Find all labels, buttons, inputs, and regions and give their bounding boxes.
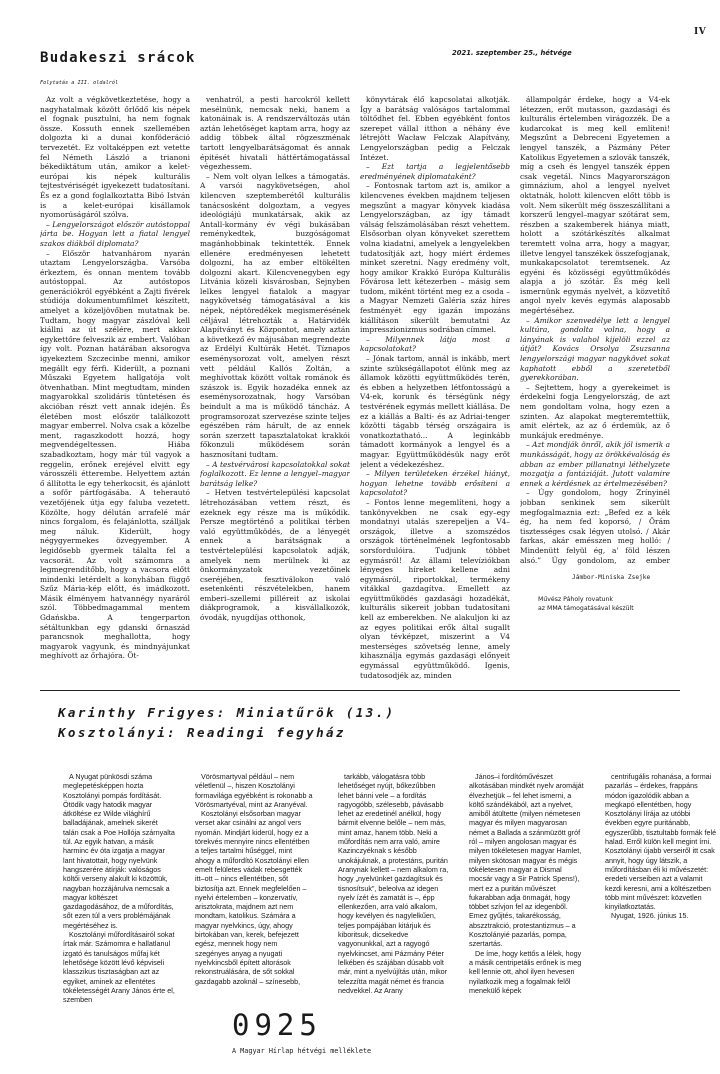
article1-column-2 [200,95,350,685]
paragraph: centrifugális rohanása, a formai pazarlás – érdekes, frappáns módon igazolódik abban a megkapó ellentétben, hogy Kosztolányi lírája az utóbbi években egyre puritánabb, egyszerűbb, tisztultabb formák felé halad. Erről külön kell megint írni. Kosztolányi újabb verseiről itt csak annyit, hogy úgy látszik, a műfordításban éli ki művészetét: eredeti verseiben azt a valamit kezdi keresni, ami a költészetben több mint művészet: közvetlen kinyilatkoztatás. [605,772,717,912]
paragraph: könyvtárak élő kapcsolatai alkotják. Így a barátság valóságos tartalommal töltődhet fel. Ebben egyébként fontos szerepet vállal itthon a néhány éve létrejött Wacław Felczak Alapítvány, Lengyelországban pedig a Felczak Intézet. [360,95,510,162]
interview-question: – Milyen területeken érzékel hiányt, hogyan lehetne tovább erősíteni a kapcsolatot? [360,469,510,498]
article2-column-5 [605,772,717,1022]
paragraph: János–i fordítóművészet alkotásában mindkét nyelv aromáját élvezhetjük – fel lehet ismerni, a költő szándékából, azt a nyelvet, amiből átültette (milyen németesen magyar és milyen magyarosan német a Ballada a szánmüzött gróf ról – milyen angolosan magyar és milyen tökéletesen magyar Hamlet, milyen skótosan magyar és mégis tökéletesen magyar a Dismal mocsár vagy a Sir Patrick Spens!), mert ez a puritán művészet fukarabban adja önmagát, hogy többet szívjon fel az idegenből. Emez gyűjtés, takarékosság, abszztrakció, protestantizmus – a Kosztolányié pazarlás, pompa, szertartás. [469,772,584,949]
series-title: Karinthy Frigyes: Miniatűrök (13.) [58,705,396,720]
paragraph: Vörösmartyval például – nem véletlenül –, hiszen Kosztolányi formavilága egyébként is rokonabb a Vörösmartyéval, mint az Aranyéval. [195,772,313,809]
logo-number: 0925 [232,1008,322,1042]
paragraph: venhatról, a pesti harcokról kellett mesélnünk, nemcsak neki, hanem a katonáinak is. A rendszerváltozás után aztán lehetőséget kaptam arra, hogy az addig többek által rögzeszménak tartott lengyelbarátságomat és annak épitését hivatali háttértámogatással végezhessem. [200,95,350,172]
continuation-note: Folytatás a III. oldalról [40,80,119,86]
paragraph: tarkább, válogatásra több lehetőséget nyújt, bőkezűbben lehet bánni vele – a fordítás ragyogóbb, szélesebb, pávásabb lehet az eredetinél anélkül, hogy bármit elvenne belőle – nem más, mint amaz, hanem több. Neki a műfordítás nem arra való, amire Kazinczyéknak s később unokájuknak, a protestáns, puritán Aranynak kellett – nem alkalom ra, hogy „nyelvünket gazdagítsuk és tisnosítsuk”, beleolva az idegen nyelv ízét és zamatát is –, épp ellenkezően, arra való alkalom, hogy kevélyen és nagylelkűen, teljes pompájában kitárjuk és kiboritsuk, dicsekedve vagyonunkkal, azt a ragyogó nyelvkincset, ami Pázmány Péter lelkében és szájában dúsabb volt már, mint a nyelvújítás után, mikor telezzítta magát német és francia nedvekkel. Az Arany [338,772,449,995]
support-note-line-2: az MMA támogatásával készült [538,605,634,612]
article2-column-1 [63,772,175,1022]
paragraph: De íme, hogy kettős a lélek, hogy a másik centripetális erőnek is meg kell lennie ott, ahol ilyen hevesen nyilatkozik meg a fogalmak felől menekülő képek [469,948,582,995]
paragraph: A Nyugat pünkösdi száma meglepetésképpen hozta Kosztolányi pompás fordítását. Ötödik vagy hatodik magyar átköltése ez Wilde világhírű balladájának, amelnek sikerét talán csak a Poe Hollója szárnyalta túl. Az egyik hatvan, a másik harminc év óta izgatja a magyar lant hivatottait, hogy nyelvünk hangszerére átírják: valóságos költői verseny alakult ki közöttük, nagyban hozzájárulva nemcsak a magyar költészet gazdagodásához, de a műfordítás, sőt ezen túl a vers problémájának megértéséhez is. [63,772,175,930]
interview-question: – Azt mondják önről, akik jól ismerik a munkásságát, hogy az örökkévalóság és abban az ember pillanatnyi léthelyzete mozgatja a fantáziáját. Jutott valamire ennek a kérdésnek az értelmezésében? [520,440,670,488]
paragraph: – Nem volt olyan lelkes a támogatás. A varsói nagykövetségen, ahol kilencven szeptemberétől kulturális tanácsosként dolgoztam, a vegyes ideológiájú munkatársak, akik az Antall-kormány év végi bukásában reménykedtek, buzgóságomat magánhobbinak tekintették. Ennek ellenére eredményesen lehetett dolgozni, ha az ember eltökélten dolgozni akart. Kilencvenegyben egy Litvánia közeli kisvárosban, Sejnyben lelkes lengyel fiatalok a magyar nagykövetség támogatásával a kis népek, néptöredékek megismerésének céljával létrehozták a Határvidék Alapítványt és Központot, amely aztán a következő év májusában megrendezte az Erdélyi Kultúrák Hetét. Tíznapos eseménysorozat volt, amelyen részt vett például Kallós Zoltán, a meghívottak között voltak románok és szászok is. Egyik hozadéka ennek az eseménysorozatnak, hogy Varsóban beindult a ma is működő táncház. A programsorozat szervezése szinte teljes egészében rám hárult, de az ennek során szerzett tapasztalatokat krakkói főkonzuli működésem során hasznosítani tudtam. [200,171,350,459]
supplement-tagline: A Magyar Hírlap hétvégi melléklete [232,1047,372,1055]
article1-column-1 [40,95,190,685]
article2-column-2 [195,772,313,1022]
byline: Jámbor-Miniska Zsejke [572,574,651,581]
issue-date: 2021. szeptember 25., hétvége [452,49,572,57]
paragraph: – Fontosnak tartom azt is, amikor a kilencvenes években majdnem teljesen megszűnt a magyar könyvek kiadása Lengyelországban, az így támadt válság felszámolásában részt vehettem. Elsősorban olyan könyveket szerettem volna kiadatni, amelyek a lengyelekben tudatosítják azt, hogy miért érdemes minket szeretni. Nagy eredmény volt, hogy amikor Krakkó Európa Kulturális Fővárosa lett kétezerben – másig sem tudom, miként történt meg ez a csoda – a Magyar Nemzeti Galéria száz híres festményét egy igazán impozáns kiállításon sikerült bemutatni Az impresszionizmus sodrában címmel. [360,181,510,335]
paragraph: Kosztolányi elsősorban magyar verset akar csinálni az angol vers nyomán. Mindjárt kiderül, hogy ez a törekvés mennyire nincs ellentétben a teljes tartalmi hűséggel, mint ahogy a műfordító Kosztolányi ellen emelt felületes vádak rebesgették itt–ott – nincs ellentétben, sőt biztosítja azt. Ennek megfelelően – nyelvi értelemben – konzervatív, arisztokrata, majdnem azt nem mondtam, katolikus. Számára a magyar nyelvkincs, úgy, ahogy birtokában van, kerek, befejezett egész, mennek hogy nem szegényes anyag a nyugati nyelvkincsből épített altorások rekonstruálására, de sőt sokkal gazdagabb azoknál – színesebb, [195,809,310,986]
paragraph: Az volt a végkövetkeztetése, hogy a nagyhatalmak között őrlődő kis népek el fognak pusztulni, ha nem fognak össze. Kossuth ennek szellemében dolgozta ki a dunai konföderáció tervezetét. Ez voltaképpen ezt vetette fel Németh László a trianoni békediktátum után, amikor a kelet-európai kis népek kulturális tejtestvériségét igyekezett tudatosítani. És ez a gond foglalkoztatta Bibó István is a kelet-európai kisállamok nyomorúságáról szólva. [40,95,190,220]
interview-question: – Ezt tartja a legjelentősebb eredményének diplomataként? [360,162,510,181]
article1-column-3 [360,95,510,685]
interview-question: – A testvérvárosi kapcsolatokkal sokat foglalkozott. Ez lenne a lengyel–magyar barátság lelke? [200,459,350,488]
paragraph: – Jónak tartom, annál is inkább, mert szinte szükségállapotot élünk meg az államok közötti együttműködés terén, és ebben a helyzetben létfontosságú a V4-ek, korunk és térségünk négy testvérének egymás mellett kiállása. De ez a kiállás a Balti- és az Adriai-tenger közötti tágabb térség országaira is vonatkoztatható... A leginkább támadott kormányok a lengyel és a magyar. Együttműködésük nagy erőt jelent a védekezéshez. [360,354,510,469]
feature-title: Kosztolányi: Readingi fegyház [58,725,346,740]
paragraph: – Először hatvanhárom nyarán utaztam Lengyelországba. Varsóba érkeztem, és onnan mentem tovább autóstoppal. Az autóstopos generációkról egyébként a Zajti fivérek stúdiója dokumentumfilmet készített, amelyet a közeljövőben mutatnak be. Tudtam, hogy magyar zászlóval kell kiállni az út szélére, mert akkor egykettőre felveszik az embert. Valóban így volt. Poznan határában aksorogva igyekeztem Szczecinbe menni, amikor megállt egy férfi. Kiderült, a poznani Műszaki Egyetem hallgatója volt ötvenhatban. Mint megtudtam, minden magyarokkal szolidáris tüntetésen és akcióban részt vett annak idején. És életében most először találkozott magyar emberrel. Nolva csak a közelbe ment, ragaszkodott hozzá, hogy megvendégeltessen. Hiába szabadkoztam, hogy már túl vagyok a reggelin, erőnek erejével elvitt egy városszéli étterembe. Helyettem aztán ő állította le egy teherkocsit, és ajánlott a sofőr pártfogásába. A teherautó vezetőjének útja egy faluba vezetett. Közölte, hogy délután arrafelé már nincs forgalom, és felajánlotta, szálljak meg náluk. Kiderült, hogy négygyermekes özvegyember. A legidősebb gyermek tálalta fel a vacsorát. Az volt számomra a legmegrendítőbb, hogy a vacsora előtt mindenki letérdelt a konyhában függő Szűz Mária-kép előtt, és imádkozott. Másik élményem hatvannégy nyaráról szól. Többedmagammal mentem Gdańskba. A tengerparton sétáltunkban egy gdanski őrnaszád parancsnok meghallotta, hogy magyarok vagyunk, és mindnyájunkat meghívott az őrhajóra. Öt- [40,248,190,661]
support-note-line-1: Művész Páholy rovatunk [538,596,613,603]
article2-column-4 [469,772,587,1022]
article2-column-3 [338,772,450,1022]
section-divider [40,690,680,691]
interview-question: – Lengyelországot először autóstoppal járta be. Hogyan lett a fiatal lengyel szakos diákból diplomata? [40,219,190,248]
paragraph: – Fontos lenne megemlíteni, hogy a tankönyvekben ne csak egy–egy mondatnyi utalás szerepeljen a V4–országok, illetve a szomszédos országok történelmének legfontosabb sorsfordulóira. Tudjunk többet egymásról! Az állami televíziókban lényeges híreket kellene adni egymásról, riportokkal, termékeny vitákkal gazdagítva. Emellett az együttműködés gazdasági hozadékát, kulturális sikereit jobban tudatosítani kell az emberekben. Ne alakuljon ki az az egyes politikai erők által sugallt olyan tévképzet, miszerint a V4 mesterséges szövetség lenne, amely kihasználja egymás gazdasági előnyeit egymással együttműködő. Igenis, tudatosodjék az, minden [360,497,510,680]
article-title: Budakeszi srácok [40,50,196,66]
paragraph: állampolgár érdeke, hogy a V4-ek létezzen, erőt mutasson, gazdasági és kulturális értelemben virágozzék. De a kudarcokat is meg kell említeni! Megszűnt a Debreceni Egyetemen a lengyel tanszék, a Pázmány Péter Katolikus Egyetemen a szlovák tanszék, míg a cseh és lengyel tanszék éppen csak vegetál. Nincs Magyarországon gimnázium, ahol a lengyel nyelvet oktatnák, holott kilencven előtt több is volt. Nem sikerült még összeszállítani a korszerű lengyel–magyar szótárat sem, részben a szakemberek hiánya miatt, holott a szótárkészítés alkalmat teremtett volna arra, hogy a magyar, illetve lengyel tanszékek összefogjanak, munkakapcsolatot teremtsenek. Az egyéni és közösségi együttműködés alapja a jó szótár. És még kell ismernünk egymás nyelvét, a közvetítő angol nyelv kevés egymás alaposabb megértéséhez. [520,95,670,316]
paragraph: Kosztolányi műfordításairól sokat írtak már. Számomra e hallatlanul izgató és tanulságos műfaj két lehetősége között lévő képviseli klasszikus tisztaságban azt az egyiket, aminek az ellentétes tökéletességét Arany János érte el, szemben [63,930,175,1005]
paragraph: – Hetven testvértelepülési kapcsolat létrehozásában vettem részt, és ezeknek egy része ma is működik. Persze megtörténő a politikai térben való együttműködés, de a lényegét ennek a barátságnak a testvértelepülési kapcsolatok adják, amelyek nem merülnek ki az önkormányzatok vezetőinek cseréjében, fesztiválokon való esetenkénti részvételekben, hanem emberi–szellemi pilléreit az iskolai diákprogramok, a kisvállalkozók, óvodák, nyugdíjas otthonok, [200,488,350,623]
interview-question: – Milyennek látja most a kapcsolatokat? [360,334,510,354]
interview-question: – Amikor szenvedélye lett a lengyel kultúra, gondolta volna, hogy a lányának is valahol kijelöli ezzel az útját? Kovács Orsolya Zsuzsanna lengyelországi magyar nagykövet sokat kaphatott ebből a szeretetből gyerekkorában. [520,315,670,383]
paragraph: Nyugat, 1926. június 15. [611,911,689,921]
paragraph: – Sejtettem, hogy a gyerekeimet is érdekelni fogja Lengyelország, de azt nem gondoltam volna, hogy ezen a szinten. Az alapokat megteremtettük, amit elértek, az az ő érdemük, az ő munkájuk eredménye. [520,382,670,440]
page-number-roman: IV [694,27,707,37]
paragraph: – Úgy gondolom, hogy Zrínyinél jobban senkinek sem sikerült megfogalmaznia ezt: „Befed ez a kék ég, ha nem fed koporsó, / Őrám tisztességes csak légyen utolsó. / Akár farkas, akár emésszen meg holló: / Mindenütt felyül ég, a' föld lészen alsó.” Úgy gondolom, az ember [520,488,670,565]
article1-column-4 [520,95,670,565]
